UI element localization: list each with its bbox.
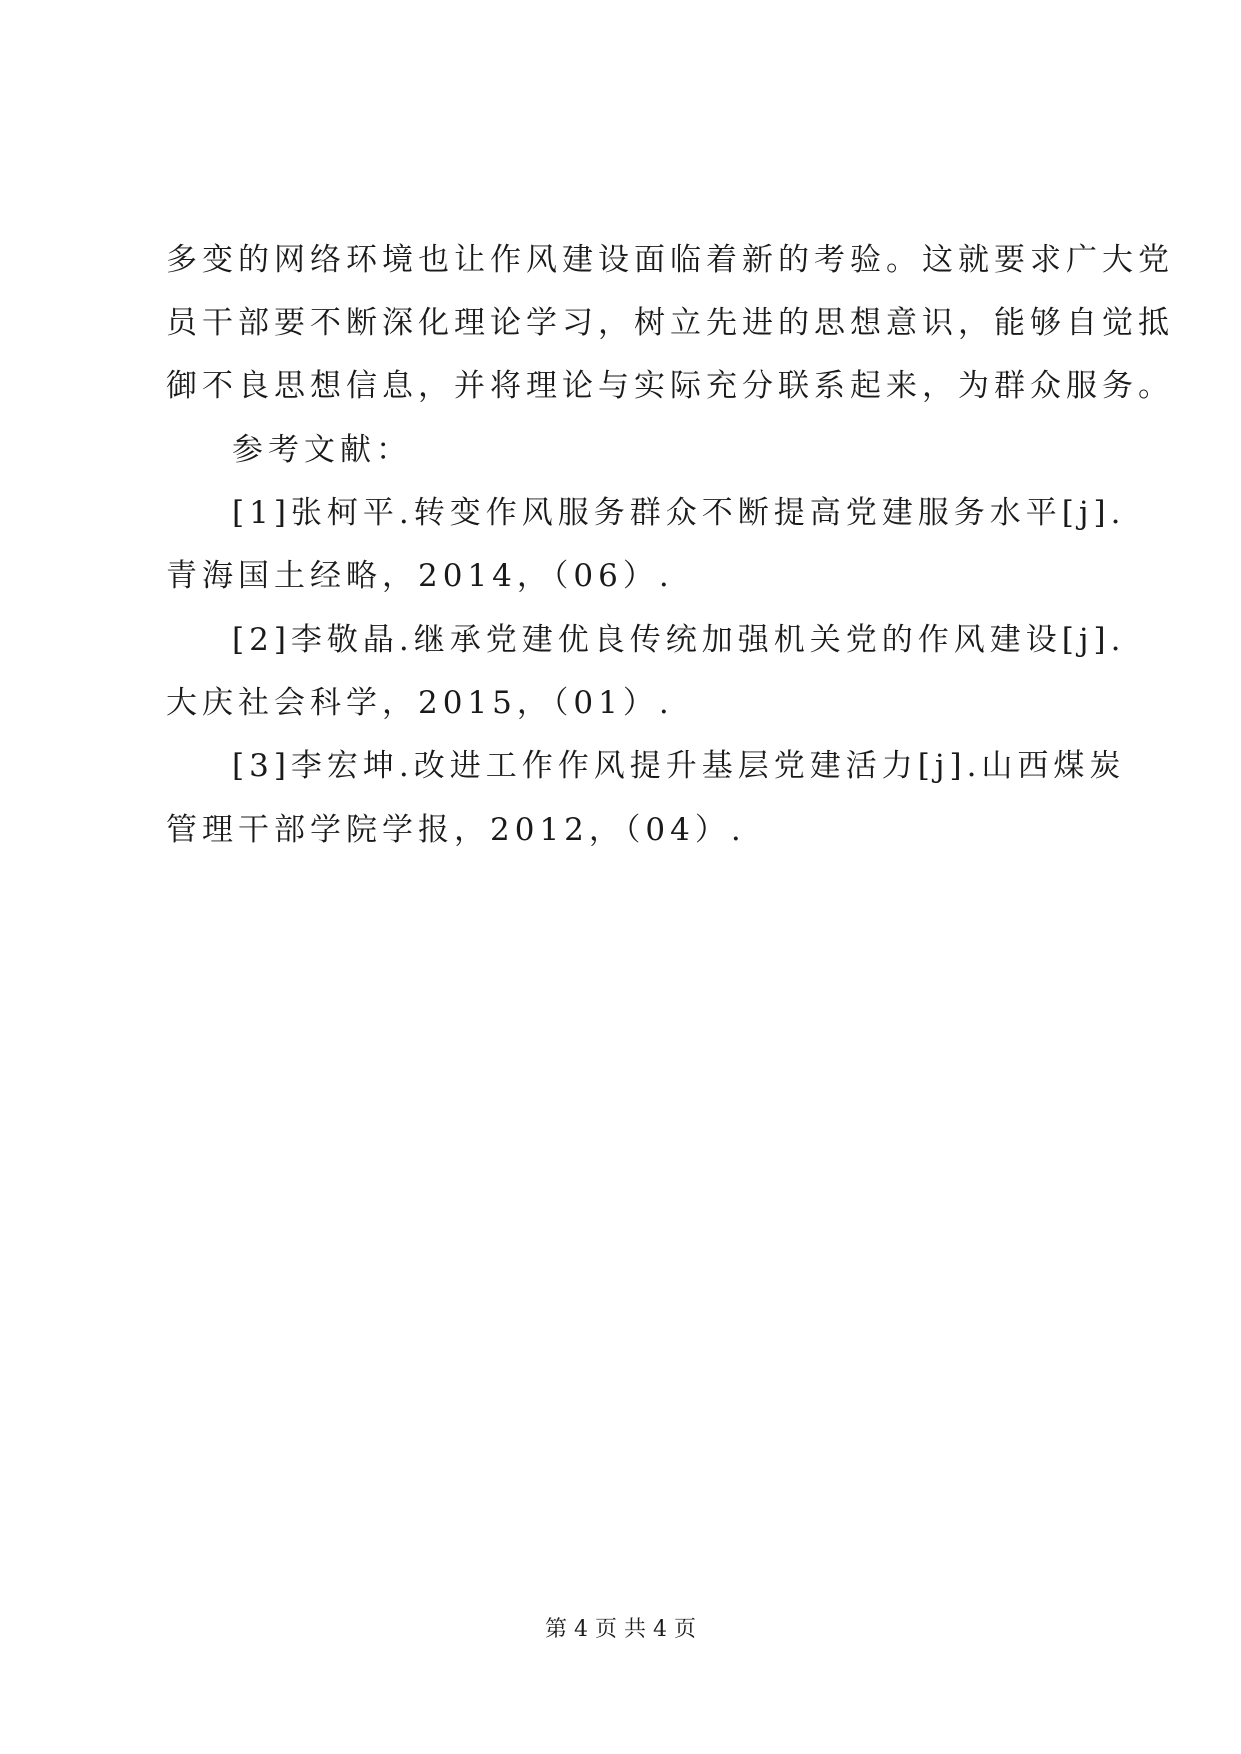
reference-3-line-2: 管理干部学院学报，2012，（04）. (166, 812, 746, 848)
body-line-1: 多变的网络环境也让作风建设面临着新的考验。这就要求广大党 (166, 242, 1174, 278)
reference-2-line-1: [2]李敬晶.继承党建优良传统加强机关党的作风建设[j]. (232, 622, 1126, 658)
reference-1-line-2: 青海国土经略，2014，（06）. (166, 558, 674, 594)
page-number-footer: 第 4 页 共 4 页 (545, 1617, 696, 1642)
body-line-2: 员干部要不断深化理论学习，树立先进的思想意识，能够自觉抵 (166, 305, 1174, 341)
body-line-3: 御不良思想信息，并将理论与实际充分联系起来，为群众服务。 (166, 368, 1174, 404)
references-heading: 参考文献： (232, 432, 412, 468)
reference-2-line-2: 大庆社会科学，2015，（01）. (166, 685, 674, 721)
reference-1-line-1: [1]张柯平.转变作风服务群众不断提高党建服务水平[j]. (232, 495, 1126, 531)
reference-3-line-1: [3]李宏坤.改进工作作风提升基层党建活力[j].山西煤炭 (232, 748, 1126, 784)
